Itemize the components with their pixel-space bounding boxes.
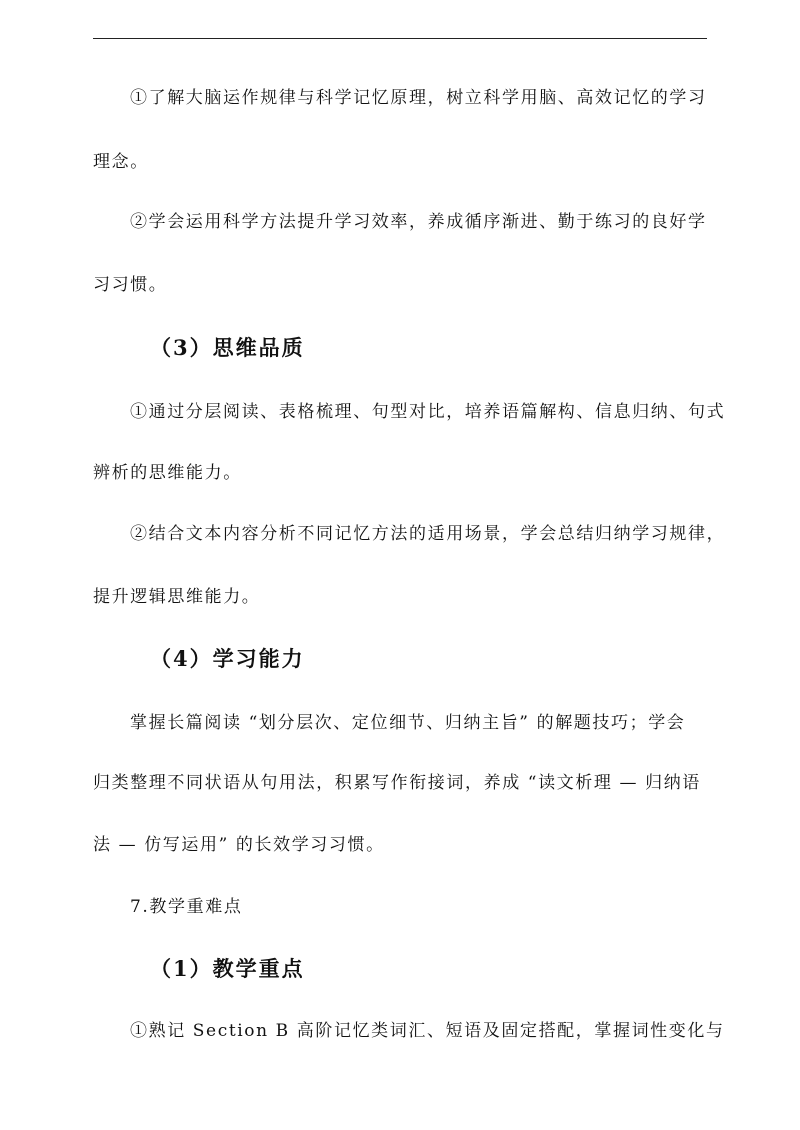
learning-line-1: 掌握长篇阅读 “划分层次、定位细节、归纳主旨” 的解题技巧；学会 <box>130 713 686 733</box>
header-rule <box>93 38 707 39</box>
goal-line-1-cont: 理念。 <box>93 152 149 172</box>
section-heading-thinking: （3）思维品质 <box>150 335 305 360</box>
key-points-line-1: ①熟记 Section B 高阶记忆类词汇、短语及固定搭配，掌握词性变化与 <box>130 1021 725 1041</box>
thinking-line-2: ②结合文本内容分析不同记忆方法的适用场景，学会总结归纳学习规律， <box>130 524 726 544</box>
learning-line-2: 归类整理不同状语从句用法，积累写作衔接词，养成 “读文析理 — 归纳语 <box>93 773 701 793</box>
goal-line-1: ①了解大脑运作规律与科学记忆原理，树立科学用脑、高效记忆的学习 <box>130 88 707 108</box>
learning-line-3: 法 — 仿写运用” 的长效学习习惯。 <box>93 835 385 855</box>
section-heading-learning: （4）学习能力 <box>150 646 305 671</box>
thinking-line-2-cont: 提升逻辑思维能力。 <box>93 587 261 607</box>
goal-line-2: ②学会运用科学方法提升学习效率，养成循序渐进、勤于练习的良好学 <box>130 212 707 232</box>
thinking-line-1: ①通过分层阅读、表格梳理、句型对比，培养语篇解构、信息归纳、句式 <box>130 402 726 422</box>
goal-line-2-cont: 习习惯。 <box>93 275 168 295</box>
section-number-heading: 7.教学重难点 <box>130 897 243 917</box>
thinking-line-1-cont: 辨析的思维能力。 <box>93 463 242 483</box>
section-heading-key-points: （1）教学重点 <box>150 956 305 981</box>
